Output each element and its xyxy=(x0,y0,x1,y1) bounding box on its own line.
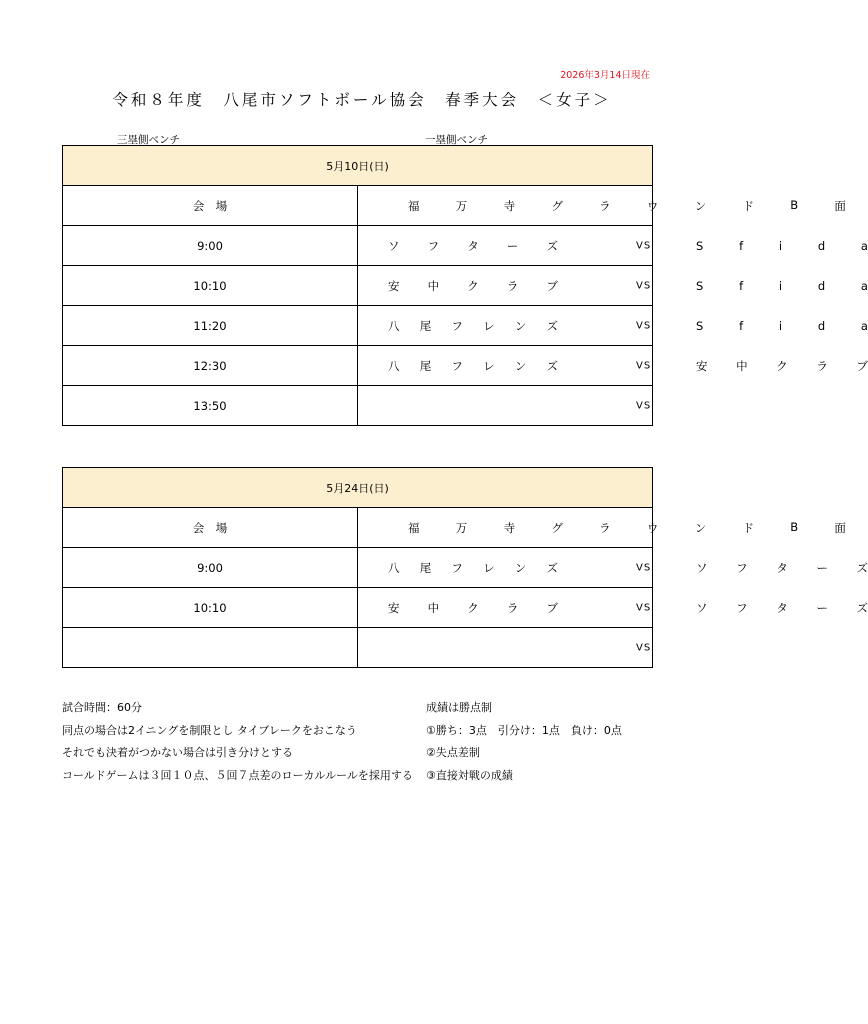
char: ク xyxy=(776,358,788,373)
vs-label: VS xyxy=(636,360,652,371)
char: i xyxy=(778,318,783,333)
char: d xyxy=(817,278,826,293)
team-b xyxy=(696,358,868,374)
char: ー xyxy=(816,560,828,575)
match-row xyxy=(63,628,653,668)
char: レ xyxy=(483,560,495,575)
char: B xyxy=(790,519,799,534)
venue-name xyxy=(408,520,846,536)
char: ラ xyxy=(599,520,611,535)
rules-notes xyxy=(62,697,413,787)
note-line: 試合時間：60分 xyxy=(62,701,142,714)
char: ズ xyxy=(856,600,868,615)
char: フ xyxy=(736,560,748,575)
char: S xyxy=(696,238,704,253)
match-time: 9:00 xyxy=(63,226,358,266)
char: 寺 xyxy=(503,198,516,213)
char: タ xyxy=(776,600,788,615)
date-header: 5月10日(日) xyxy=(63,146,653,186)
matchup-cell xyxy=(358,346,868,386)
char: 安 xyxy=(388,600,400,615)
vs-label: VS xyxy=(636,602,652,613)
char: ズ xyxy=(856,560,868,575)
char: 中 xyxy=(736,358,748,373)
char: ウ xyxy=(646,198,659,213)
team-b xyxy=(696,279,868,293)
char: グ xyxy=(551,198,563,213)
result-line: 成績は勝点制 xyxy=(426,701,492,714)
vs-label: VS xyxy=(636,562,652,573)
matchup-cell xyxy=(358,266,868,306)
matchup-cell xyxy=(358,386,653,426)
note-line: 同点の場合は2イニングを制限とし タイブレークをおこなう xyxy=(62,723,357,737)
char: a xyxy=(860,238,868,253)
char: 八 xyxy=(388,358,400,373)
team-a xyxy=(388,600,558,616)
result-line: ②失点差制 xyxy=(426,746,480,759)
team-b xyxy=(696,239,868,253)
char: ー xyxy=(506,238,519,253)
char: ソ xyxy=(388,238,400,253)
match-row xyxy=(63,386,653,426)
team-a xyxy=(388,318,558,334)
char: タ xyxy=(467,238,479,253)
vs-label: VS xyxy=(636,642,652,653)
vs-label: VS xyxy=(636,320,652,331)
char: d xyxy=(817,238,826,253)
char: レ xyxy=(483,358,495,373)
char: ブ xyxy=(856,358,868,373)
team-b xyxy=(696,560,868,576)
char: ン xyxy=(514,358,527,373)
char: 安 xyxy=(388,278,400,293)
char: ソ xyxy=(696,600,708,615)
match-row xyxy=(63,588,653,628)
char: 面 xyxy=(834,520,846,535)
char: ド xyxy=(742,520,754,535)
char: 八 xyxy=(388,560,400,575)
match-time: 12:30 xyxy=(63,346,358,386)
char: 安 xyxy=(696,358,708,373)
team-a xyxy=(388,238,558,254)
date-header: 5月24日(日) xyxy=(63,468,653,508)
char: ー xyxy=(816,600,828,615)
match-row xyxy=(63,346,653,386)
match-time: 11:20 xyxy=(63,306,358,346)
venue-name xyxy=(408,198,846,214)
match-row xyxy=(63,306,653,346)
char: グ xyxy=(551,520,563,535)
team-a xyxy=(388,358,558,374)
char: フ xyxy=(451,318,463,333)
char: ズ xyxy=(546,560,558,575)
char: 福 xyxy=(408,198,420,213)
match-time: 10:10 xyxy=(63,266,358,306)
note-line: それでも決着がつかない場合は引き分けとする xyxy=(62,746,293,759)
vs-label: VS xyxy=(636,400,652,411)
match-time: 9:00 xyxy=(63,548,358,588)
matchup-cell xyxy=(358,548,868,588)
char: 尾 xyxy=(419,560,432,575)
char: i xyxy=(778,238,783,253)
char: B xyxy=(790,197,799,212)
char: フ xyxy=(451,560,463,575)
char: 八 xyxy=(388,318,400,333)
char: ン xyxy=(514,318,527,333)
char: ン xyxy=(694,198,707,213)
matchup-cell xyxy=(358,306,868,346)
char: フ xyxy=(451,358,463,373)
team-b xyxy=(696,600,868,616)
venue-name-cell xyxy=(358,508,846,548)
char: 福 xyxy=(408,520,420,535)
char: ズ xyxy=(546,238,558,253)
char: 寺 xyxy=(503,520,516,535)
vs-label: VS xyxy=(636,280,652,291)
team-a xyxy=(388,560,558,576)
match-row xyxy=(63,266,653,306)
match-time: 10:10 xyxy=(63,588,358,628)
char: ク xyxy=(467,278,479,293)
char: ソ xyxy=(696,560,708,575)
bench-left-label: 三塁側ベンチ xyxy=(117,134,180,146)
char: S xyxy=(696,318,704,333)
char: 中 xyxy=(427,600,440,615)
char: a xyxy=(860,318,868,333)
char: f xyxy=(739,318,744,333)
matchup-cell xyxy=(358,588,868,628)
char: ブ xyxy=(546,600,558,615)
char: d xyxy=(817,318,826,333)
team-a xyxy=(388,278,558,294)
matchup-cell xyxy=(358,628,653,668)
vs-label: VS xyxy=(636,240,652,251)
match-time: 13:50 xyxy=(63,386,358,426)
char: f xyxy=(739,238,744,253)
char: 万 xyxy=(455,198,468,213)
venue-label: 会 場 xyxy=(63,508,358,548)
char: タ xyxy=(776,560,788,575)
char: ド xyxy=(742,198,754,213)
char: ラ xyxy=(599,198,611,213)
as-of-date: 2026年3月14日現在 xyxy=(560,70,650,81)
venue-label: 会 場 xyxy=(63,186,358,226)
char: ラ xyxy=(816,358,828,373)
standings-rules xyxy=(426,697,622,787)
char: 面 xyxy=(834,198,846,213)
char: ク xyxy=(467,600,479,615)
char: ズ xyxy=(546,358,558,373)
char: フ xyxy=(427,238,440,253)
match-row xyxy=(63,226,653,266)
char: a xyxy=(860,278,868,293)
match-time xyxy=(63,628,358,668)
page-title: 令和８年度 八尾市ソフトボール協会 春季大会 ＜女子＞ xyxy=(112,91,612,109)
match-row xyxy=(63,548,653,588)
char: ズ xyxy=(546,318,558,333)
char: ン xyxy=(514,560,527,575)
team-b xyxy=(696,319,868,333)
schedule-table-day2 xyxy=(62,467,868,668)
char: 中 xyxy=(427,278,440,293)
char: S xyxy=(696,278,704,293)
char: 尾 xyxy=(419,358,432,373)
venue-name-cell xyxy=(358,186,846,226)
char: i xyxy=(778,278,783,293)
char: ラ xyxy=(506,600,519,615)
char: ウ xyxy=(646,520,659,535)
char: ブ xyxy=(546,278,558,293)
result-line: ③直接対戦の成績 xyxy=(426,768,513,782)
char: ラ xyxy=(506,278,519,293)
char: レ xyxy=(483,318,495,333)
schedule-table-day1 xyxy=(62,145,868,426)
char: f xyxy=(739,278,744,293)
bench-right-label: 一塁側ベンチ xyxy=(425,134,488,146)
result-line: ①勝ち：3点 引分け：1点 負け：0点 xyxy=(426,723,622,737)
char: ン xyxy=(694,520,707,535)
note-line: コールドゲームは３回１０点、５回７点差のローカルルールを採用する xyxy=(62,768,413,782)
matchup-cell xyxy=(358,226,868,266)
char: 万 xyxy=(455,520,468,535)
char: フ xyxy=(736,600,748,615)
char: 尾 xyxy=(419,318,432,333)
